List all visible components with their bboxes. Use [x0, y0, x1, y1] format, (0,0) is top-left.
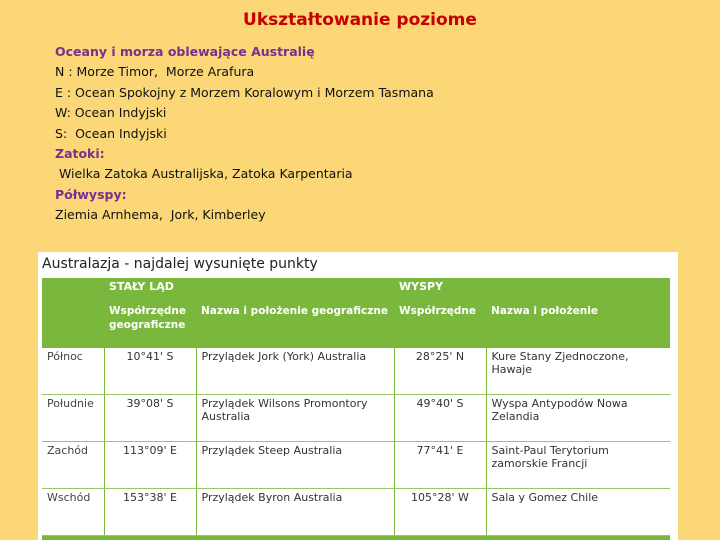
table-caption: Australazja - najdalej wysunięte punkty	[42, 256, 318, 272]
heading-oceans: Oceany i morza oblewające Australię	[55, 44, 315, 59]
island-name-cell: Sala y Gomez Chile	[486, 489, 670, 536]
land-coords-header: Współrzędne geograficzne	[109, 305, 186, 331]
land-name-cell: Przylądek Byron Australia	[196, 489, 394, 536]
text-line: S: Ocean Indyjski	[55, 125, 167, 141]
row-label: Zachód	[42, 442, 104, 489]
island-coords-cell: 105°28' W	[394, 489, 486, 536]
island-coords-cell: 77°41' E	[394, 442, 486, 489]
text-line: E : Ocean Spokojny z Morzem Koralowym i Morzem Tasmana	[55, 84, 434, 100]
text-line: Wielka Zatoka Australijska, Zatoka Karpentaria	[55, 166, 353, 182]
island-name-header: Nazwa i położenie	[491, 305, 598, 317]
land-name-cell: Przylądek Steep Australia	[196, 442, 394, 489]
land-coords-cell: 10°41' S	[104, 348, 196, 395]
page-title: Ukształtowanie poziome	[243, 10, 477, 30]
heading-bays: Zatoki:	[55, 146, 105, 162]
blank-header	[42, 278, 104, 302]
table-container	[42, 278, 670, 540]
extreme-points-table	[42, 278, 670, 536]
table-row	[42, 489, 670, 536]
table-row	[42, 395, 670, 442]
table-row	[42, 348, 670, 395]
island-coords-cell: 28°25' N	[394, 348, 486, 395]
island-name-cell: Wyspa Antypodów Nowa Zelandia	[486, 395, 670, 442]
group-header-row	[42, 278, 670, 302]
islands-group-header: WYSPY	[399, 280, 444, 293]
text-line: W: Ocean Indyjski	[55, 105, 167, 121]
text-line	[55, 185, 434, 205]
land-group-header: STAŁY LĄD	[109, 280, 174, 293]
land-name-cell: Przylądek Wilsons Promontory Australia	[196, 395, 394, 442]
column-header-row	[42, 302, 670, 348]
land-name-header: Nazwa i położenie geograficzne	[201, 305, 388, 317]
island-name-cell: Saint-Paul Terytorium zamorskie Francji	[486, 442, 670, 489]
text-line	[55, 42, 434, 62]
land-coords-cell: 153°38' E	[104, 489, 196, 536]
extreme-points-figure	[38, 252, 678, 540]
row-label: Północ	[42, 348, 104, 395]
text-line: Ziemia Arnhema, Jork, Kimberley	[55, 207, 266, 223]
land-coords-cell: 113°09' E	[104, 442, 196, 489]
heading-peninsulas: Półwyspy:	[55, 186, 127, 202]
land-coords-cell: 39°08' S	[104, 395, 196, 442]
table-row	[42, 442, 670, 489]
island-coords-cell: 49°40' S	[394, 395, 486, 442]
text-block	[55, 42, 434, 226]
text-line: N : Morze Timor, Morze Arafura	[55, 64, 255, 80]
island-name-cell: Kure Stany Zjednoczone, Hawaje	[486, 348, 670, 395]
row-label: Południe	[42, 395, 104, 442]
text-line	[55, 144, 434, 164]
island-coords-header: Współrzędne	[399, 305, 476, 317]
land-name-cell: Przylądek Jork (York) Australia	[196, 348, 394, 395]
blank-header	[42, 302, 104, 348]
row-label: Wschód	[42, 489, 104, 536]
